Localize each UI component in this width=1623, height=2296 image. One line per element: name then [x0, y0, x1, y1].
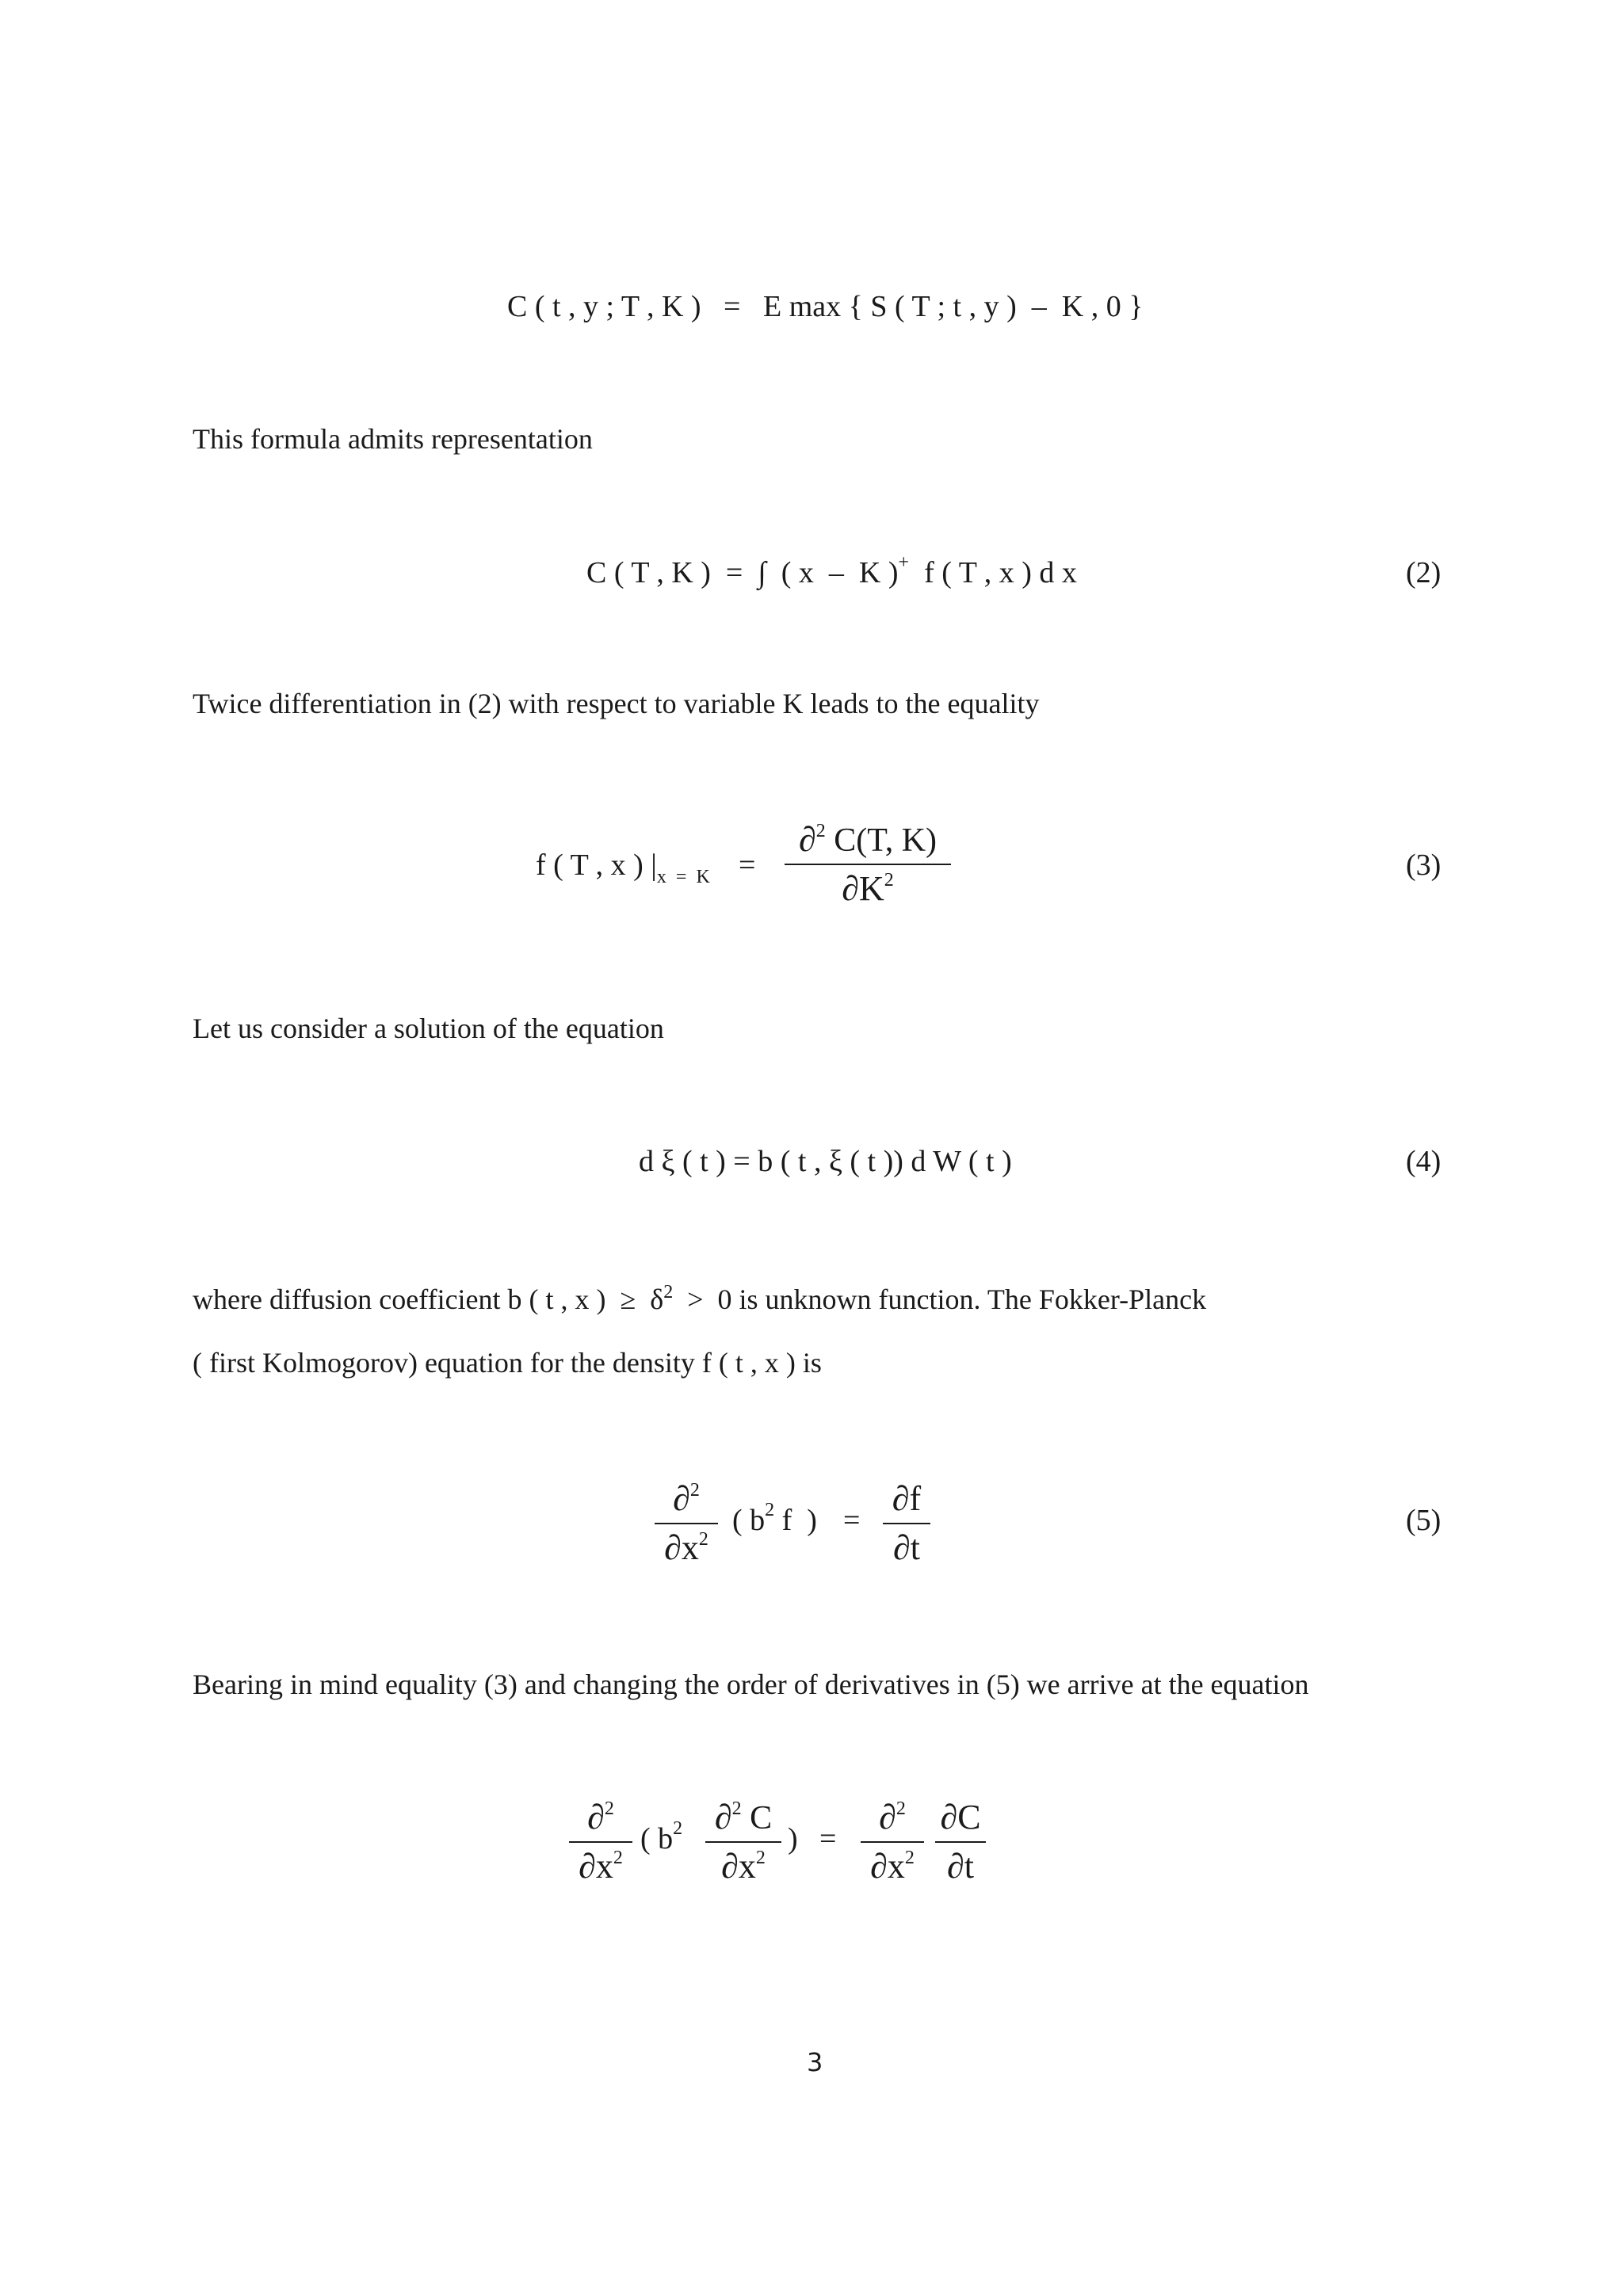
fraction-dC-dt — [935, 1800, 986, 1884]
open-paren-b2: ( $b^2$ — [640, 1818, 683, 1855]
fraction-numerator: ∂$^2$ — [587, 1798, 614, 1836]
close-paren: ) — [788, 1822, 798, 1855]
fraction-bar — [883, 1523, 930, 1524]
equation-subscript: x = K — [656, 867, 710, 887]
fraction-numerator: ∂$^2$ — [879, 1798, 906, 1836]
fraction-numerator: ∂$^2$ C — [714, 1798, 773, 1836]
equation-number-4: (4) — [1406, 1145, 1442, 1178]
fraction-denominator: ∂t — [893, 1528, 920, 1567]
equation-text: C ( t , y ; T , K ) = E max { S ( T ; t , y ) – K , 0 } — [507, 290, 1144, 323]
paragraph-consider-solution: Let us consider a solution of the equation — [193, 1013, 664, 1044]
fraction-d2-dx2-right — [861, 1800, 924, 1884]
paragraph-kolmogorov: ( first Kolmogorov) equation for the density f ( t , x ) is — [193, 1347, 822, 1379]
fraction-d2-dx2 — [569, 1800, 632, 1884]
equation-lhs: f ( T , x ) | — [536, 849, 657, 882]
fraction-d2C-dK2 — [785, 822, 951, 906]
fraction-d2-dx2 — [655, 1479, 718, 1567]
fraction-bar — [705, 1841, 781, 1843]
fraction-bar — [569, 1841, 632, 1843]
fraction-numerator: ∂C — [940, 1798, 981, 1836]
fraction-denominator: $\partial x^2$ — [664, 1528, 708, 1567]
paragraph-diffusion-coefficient — [193, 1282, 1207, 1315]
paragraph-part: > 0 is unknown function. The Fokker-Planck — [673, 1283, 1207, 1315]
equation-number-5: (5) — [1406, 1504, 1442, 1537]
equals-sign: = — [819, 1822, 837, 1855]
fraction-numerator: ∂$^2$ — [673, 1479, 700, 1518]
equals-sign: = — [739, 849, 756, 882]
paragraph-representation: This formula admits representation — [193, 423, 593, 455]
fraction-numerator: ∂f — [892, 1479, 922, 1518]
fraction-bar — [861, 1841, 924, 1843]
equals-sign: = — [843, 1504, 861, 1537]
equation-number-2: (2) — [1406, 556, 1442, 589]
fraction-denominator: $\partial x^2$ — [579, 1847, 623, 1886]
equation-number-3: (3) — [1406, 849, 1442, 882]
paragraph-twice-differentiation: Twice differentiation in (2) with respect to variable K leads to the equality — [193, 688, 1040, 719]
fraction-bar — [785, 864, 951, 865]
fraction-denominator: $\partial x^2$ — [870, 1847, 915, 1886]
paragraph-bearing-in-mind: Bearing in mind equality (3) and changing the order of derivatives in (5) we arrive at the equation — [193, 1669, 1309, 1700]
fraction-bar — [935, 1841, 986, 1843]
fraction-numerator: ∂$^2$ C(T, K) — [798, 820, 938, 859]
expression-b2f: ( $b^2$ f ) — [732, 1500, 817, 1537]
equation-superscript: + — [898, 552, 910, 573]
fraction-denominator: $\partial K^2$ — [842, 869, 894, 908]
equation-call-price — [507, 292, 1143, 322]
paragraph-part: where diffusion coefficient b ( t , x ) ≥ δ — [193, 1283, 664, 1315]
equation-rhs: f ( T , x ) d x — [909, 556, 1077, 589]
fraction-bar — [655, 1523, 718, 1524]
fraction-d2C-dx2 — [705, 1800, 781, 1884]
page-number: 3 — [807, 2047, 823, 2077]
fraction-denominator: ∂t — [947, 1847, 974, 1886]
equation-4: d ξ ( t ) = b ( t , ξ ( t )) d W ( t ) — [639, 1145, 1012, 1178]
fraction-denominator: $\partial x^2$ — [721, 1847, 766, 1886]
equation-lhs: C ( T , K ) = ∫ ( x – K ) — [586, 556, 899, 589]
equation-3-lhs — [536, 849, 710, 887]
equation-2 — [586, 552, 1077, 589]
superscript: 2 — [663, 1282, 674, 1302]
fraction-df-dt — [883, 1479, 930, 1567]
